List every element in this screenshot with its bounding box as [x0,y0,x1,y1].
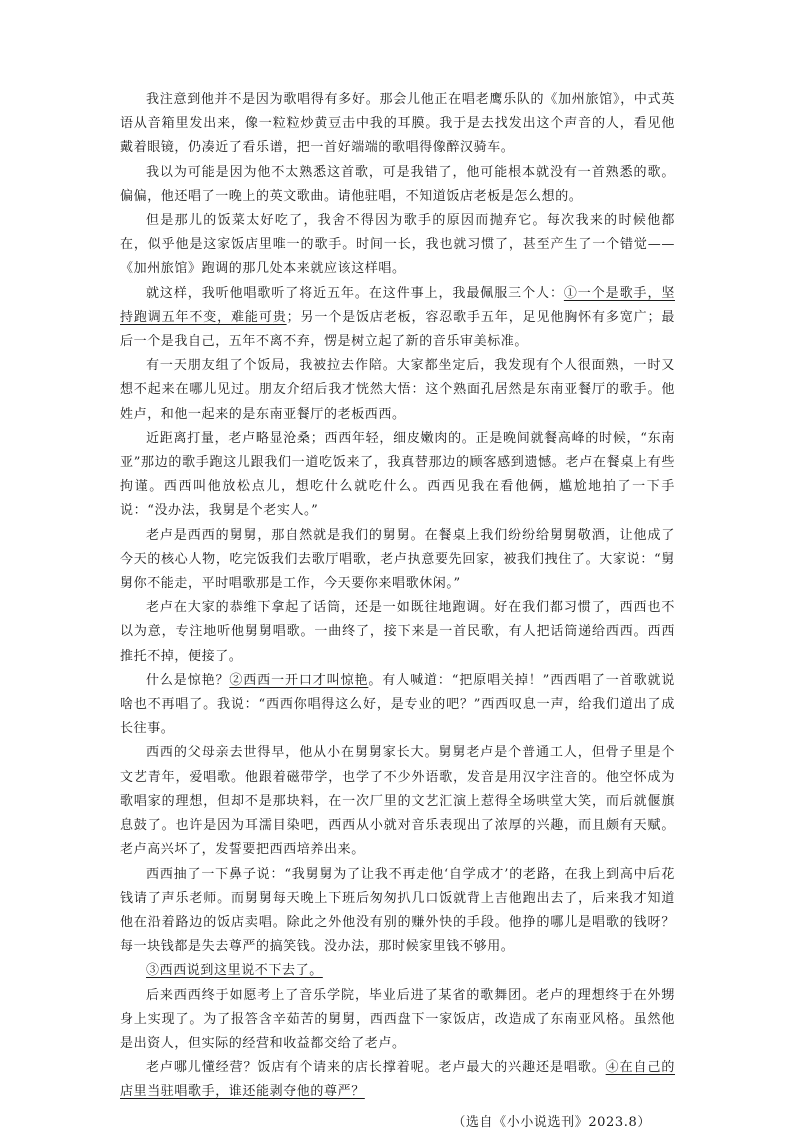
text-run: 有一天朋友组了个饭局，我被拉去作陪。大家都坐定后，我发现有个人很面熟，一时又想不起来在哪儿见过。朋友介绍后我才恍然大悟：这个熟面孔居然是东南亚餐厅的歌手。他姓卢，和他一起来的是东南亚餐厅的老板西西。 [120,358,675,422]
text-run: 近距离打量，老卢略显沧桑；西西年轻，细皮嫩肉的。正是晚间就餐高峰的时候，“东南亚”那边的歌手跑这儿跟我们一道吃饭来了，我真替那边的顾客感到遗憾。老卢在餐桌上有些拘谨。西西叫他放松点儿，想吃什么就吃什么。西西见我在看他俩，尴尬地拍了一下手说：“没办法，我舅是个老实人。” [120,430,675,519]
paragraph [120,596,675,669]
text-run: 但是那儿的饭菜太好吃了，我舍不得因为歌手的原因而抛弃它。每次我来的时候他都在，似乎他是这家饭店里唯一的歌手。时间一长，我也就习惯了，甚至产生了一个错觉——《加州旅馆》跑调的那几处本来就应该这样唱。 [120,213,675,277]
paragraph [120,669,675,742]
text-run: 就这样，我听他唱歌听了将近五年。在这件事上，我最佩服三个人： [146,285,564,301]
text-run: 后来西西终于如愿考上了音乐学院，毕业后进了某省的歌舞团。老卢的理想终于在外甥身上实现了。为了报答含辛茹苦的舅舅，西西盘下一家饭店，改造成了东南亚风格。虽然他是出资人，但实际的经营和收益都交给了老卢。 [120,987,675,1051]
paragraph [120,984,675,1057]
paragraph [120,282,675,355]
paragraph [120,161,675,209]
paragraph [120,88,675,161]
text-run: 什么是惊艳？ [146,672,230,688]
paragraph [120,354,675,427]
paragraph [120,524,675,597]
text-run: 老卢是西西的舅舅，那自然就是我们的舅舅。在餐桌上我们纷纷给舅舅敬酒，让他成了今天的核心人物，吃完饭我们去歌厅唱歌，老卢执意要先回家，被我们拽住了。大家说：“舅舅你不能走，平时唱歌那是工作，今天要你来唱歌休闲。” [120,527,675,592]
underlined-sentence-4: ④在自己的店里当驻唱歌手，谁还能剥夺他的尊严？ [120,1060,675,1100]
underlined-sentence-1: ①一个是歌手，坚持跑调五年不变，难能可贵 [120,285,675,325]
paragraph [120,209,675,282]
paragraph [120,959,675,983]
text-run: 。有人喊道：“把原唱关掉！”西西唱了一首歌就说啥也不再唱了。我说：“西西你唱得这么好，是专业的吧？”西西叹息一声，给我们道出了成长往事。 [120,672,675,737]
text-run: ；另一个是饭店老板，容忍歌手五年，足见他胸怀有多宽广；最后一个是我自己，五年不离不弃，愣是树立起了新的音乐审美标准。 [120,309,675,350]
text-run: 老卢在大家的恭维下拿起了话筒，还是一如既往地跑调。好在我们都习惯了，西西也不以为意，专注地听他舅舅唱歌。一曲终了，接下来是一首民歌，有人把话筒递给西西。西西推托不掉，便接了。 [120,600,675,664]
underlined-sentence-3: ③西西说到这里说不下去了。 [146,963,323,979]
underlined-sentence-2: ②西西一开口才叫惊艳 [229,672,369,688]
text-run: 西西抽了一下鼻子说：“我舅舅为了让我不再走他‘自学成才’的老路，在我上到高中后花钱请了声乐老师。而舅舅每天晚上下班后匆匆扒几口饭就背上吉他跑出去了，后来我才知道他在沿着路边的饭店卖唱。除此之外他没有别的赚外快的手段。他挣的哪儿是唱歌的钱呀？每一块钱都是失去尊严的搞笑钱。没办法，那时候家里钱不够用。 [120,866,675,955]
text-run: 老卢哪儿懂经营？饭店有个请来的店长撑着呢。老卢最大的兴趣还是唱歌。 [146,1060,606,1076]
text-run: 我注意到他并不是因为歌唱得有多好。那会儿他正在唱老鹰乐队的《加州旅馆》，中式英语从音箱里发出来，像一粒粒炒黄豆击中我的耳膜。我于是去找发出这个声音的人，看见他戴着眼镜，仍凑近了看乐谱，把一首好端端的歌唱得像醉汉骑车。 [120,92,675,156]
text-run: 我以为可能是因为他不太熟悉这首歌，可是我错了，他可能根本就没有一首熟悉的歌。偏偏，他还唱了一晚上的英文歌曲。请他驻唱，不知道饭店老板是怎么想的。 [120,164,675,204]
paragraph [120,863,675,960]
article-body [120,88,675,1135]
text-run: 西西的父母亲去世得早，他从小在舅舅家长大。舅舅老卢是个普通工人，但骨子里是个文艺青年，爱唱歌。他跟着磁带学，也学了不少外语歌，发音是用汉字注音的。他空怀成为歌唱家的理想，但却不是那块料，在一次厂里的文艺汇演上惹得全场哄堂大笑，而后就偃旗息鼓了。也许是因为耳濡目染吧，西西从小就对音乐表现出了浓厚的兴趣，而且颇有天赋。老卢高兴坏了，发誓要把西西培养出来。 [120,745,675,858]
paragraph [120,741,675,862]
paragraph [120,427,675,524]
source-citation: （选自《小小说选刊》2023.8） [452,1114,651,1130]
paragraph [120,1056,675,1104]
